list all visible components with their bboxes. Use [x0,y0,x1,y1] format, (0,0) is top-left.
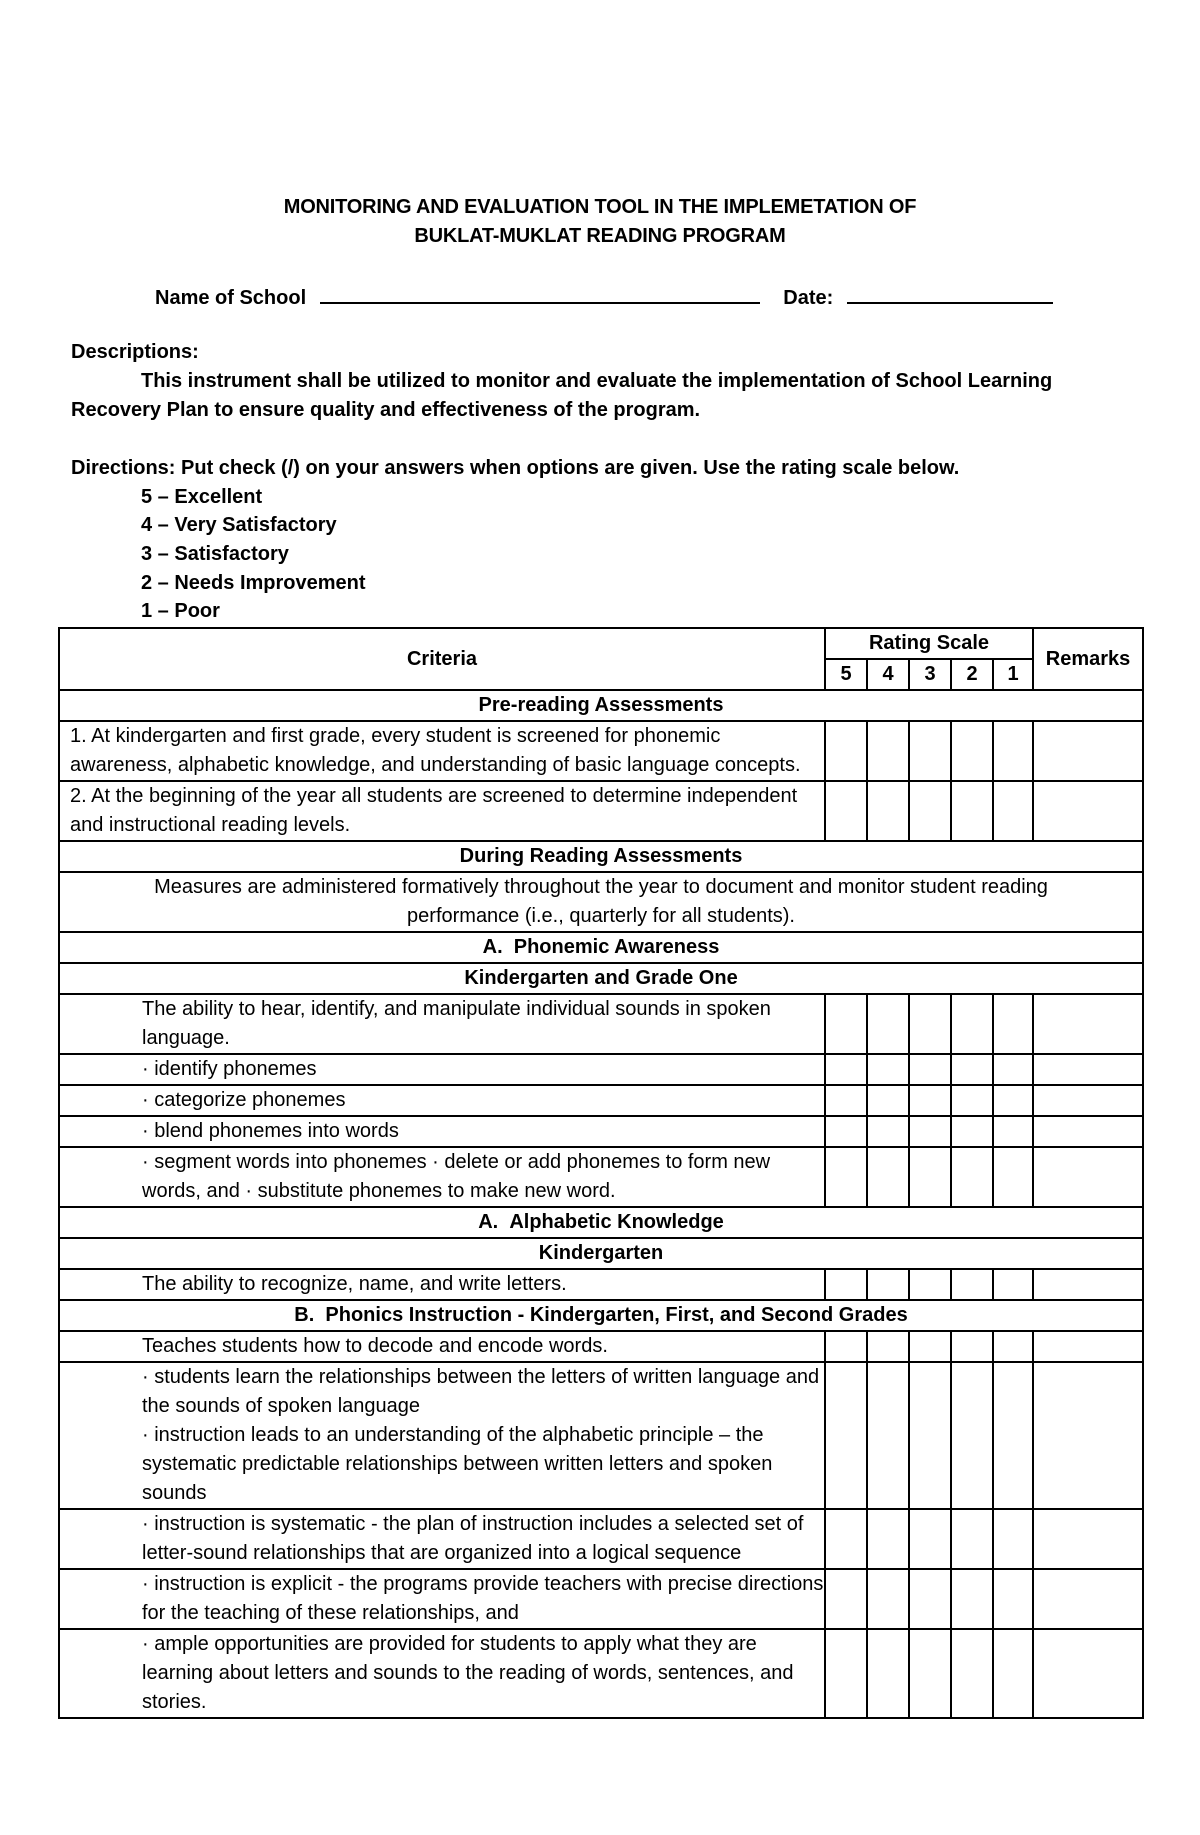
rating-cell-2[interactable] [951,1569,993,1629]
table-row [59,721,1143,781]
remarks-cell[interactable] [1033,1569,1143,1629]
subsection-kinder-grade-one: Kindergarten and Grade One [59,963,1143,994]
criterion-text: 2. At the beginning of the year all students are screened to determine independent and instructional reading levels. [59,781,825,841]
rating-cell-4[interactable] [867,1509,909,1569]
remarks-cell[interactable] [1033,781,1143,841]
rating-cell-1[interactable] [993,1569,1033,1629]
section-row [59,690,1143,721]
remarks-cell[interactable] [1033,1629,1143,1718]
rating-cell-1[interactable] [993,781,1033,841]
rating-cell-4[interactable] [867,781,909,841]
rating-cell-5[interactable] [825,1509,867,1569]
remarks-cell[interactable] [1033,1116,1143,1147]
rating-cell-4[interactable] [867,1147,909,1207]
note-row [59,872,1143,932]
rating-cell-1[interactable] [993,721,1033,781]
rating-cell-4[interactable] [867,994,909,1054]
rating-cell-4[interactable] [867,1269,909,1300]
rating-scale-header: Rating Scale [825,628,1033,659]
criterion-bullet: · instruction leads to an understanding of the alphabetic principle – the systematic predictable relationships between written letters and spoken sounds [142,1424,773,1504]
rating-cell-1[interactable] [993,1147,1033,1207]
rating-cell-5[interactable] [825,1629,867,1718]
criterion-text: · blend phonemes into words [59,1116,825,1147]
rating-cell-4[interactable] [867,721,909,781]
rating-cell-4[interactable] [867,1085,909,1116]
section-row [59,932,1143,963]
rating-cell-1[interactable] [993,1116,1033,1147]
table-row [59,1147,1143,1207]
rating-cell-3[interactable] [909,1116,951,1147]
rating-cell-3[interactable] [909,721,951,781]
criterion-text: Teaches students how to decode and encode words. [59,1331,825,1362]
rating-cell-1[interactable] [993,1629,1033,1718]
rating-cell-3[interactable] [909,1269,951,1300]
descriptions-line-1: This instrument shall be utilized to monitor and evaluate the implementation of School Learning [141,370,1053,392]
section-row [59,841,1143,872]
remarks-cell[interactable] [1033,721,1143,781]
rating-cell-4[interactable] [867,1054,909,1085]
scale-item-2: 2 – Needs Improvement [141,572,366,594]
section-alphabetic-knowledge: A. Alphabetic Knowledge [59,1207,1143,1238]
rating-cell-3[interactable] [909,1331,951,1362]
remarks-cell[interactable] [1033,1331,1143,1362]
rating-cell-2[interactable] [951,1116,993,1147]
remarks-cell[interactable] [1033,1085,1143,1116]
rating-1-header: 1 [993,659,1033,690]
rubric-table [58,627,1144,1719]
table-row [59,1085,1143,1116]
rating-cell-5[interactable] [825,1054,867,1085]
scale-item-1: 1 – Poor [141,600,220,622]
rating-cell-3[interactable] [909,1085,951,1116]
scale-item-3: 3 – Satisfactory [141,543,289,565]
criterion-bullet: · students learn the relationships between the letters of written language and the sounds of spoken language [142,1366,820,1417]
descriptions-heading: Descriptions: [71,341,199,363]
criterion-text: · ample opportunities are provided for students to apply what they are learning about letters and sounds to the reading of words, sentences, and stories. [59,1629,825,1718]
rating-cell-2[interactable] [951,1509,993,1569]
scale-item-4: 4 – Very Satisfactory [141,514,337,536]
rating-cell-2[interactable] [951,721,993,781]
school-field-row [155,284,1053,310]
header-row-1 [59,628,1143,659]
rating-cell-5[interactable] [825,721,867,781]
rating-cell-5[interactable] [825,781,867,841]
rating-cell-2[interactable] [951,1085,993,1116]
section-row [59,1207,1143,1238]
criterion-text [59,1362,825,1509]
rating-cell-4[interactable] [867,1629,909,1718]
directions-text: Directions: Put check (/) on your answers when options are given. Use the rating scale below. [71,457,960,479]
during-reading-note: Measures are administered formatively throughout the year to document and monitor student reading performance (i.e., quarterly for all students). [59,872,1143,932]
rating-cell-2[interactable] [951,1629,993,1718]
criterion-text: · identify phonemes [59,1054,825,1085]
rating-cell-5[interactable] [825,1331,867,1362]
table-row [59,994,1143,1054]
rating-cell-3[interactable] [909,1362,951,1509]
table-row [59,1269,1143,1300]
rating-cell-5[interactable] [825,1116,867,1147]
date-label: Date: [783,287,834,309]
section-row [59,1300,1143,1331]
remarks-cell[interactable] [1033,1362,1143,1509]
table-row [59,1629,1143,1718]
school-label: Name of School [155,287,307,309]
rating-cell-2[interactable] [951,1054,993,1085]
rating-cell-4[interactable] [867,1331,909,1362]
rating-cell-2[interactable] [951,994,993,1054]
table-row [59,1569,1143,1629]
form-title-line-2: BUKLAT-MUKLAT READING PROGRAM [414,225,786,247]
subsection-row [59,1238,1143,1269]
remarks-cell[interactable] [1033,994,1143,1054]
rating-cell-3[interactable] [909,1147,951,1207]
subsection-kindergarten: Kindergarten [59,1238,1143,1269]
descriptions-line-2: Recovery Plan to ensure quality and effectiveness of the program. [71,399,701,421]
subsection-row [59,963,1143,994]
rating-cell-1[interactable] [993,994,1033,1054]
remarks-cell[interactable] [1033,1054,1143,1085]
table-row [59,781,1143,841]
criterion-text: · instruction is systematic - the plan of instruction includes a selected set of letter-sound relationships that are organized into a logical sequence [59,1509,825,1569]
rating-cell-3[interactable] [909,994,951,1054]
rating-cell-5[interactable] [825,1085,867,1116]
rating-cell-5[interactable] [825,1269,867,1300]
criterion-text: The ability to hear, identify, and manipulate individual sounds in spoken language. [59,994,825,1054]
rating-cell-2[interactable] [951,1331,993,1362]
rating-cell-3[interactable] [909,781,951,841]
rating-cell-4[interactable] [867,1116,909,1147]
section-during-reading: During Reading Assessments [59,841,1143,872]
criterion-text: · segment words into phonemes · delete or add phonemes to form new words, and · substitute phonemes to make new word. [59,1147,825,1207]
table-row [59,1509,1143,1569]
rating-4-header: 4 [867,659,909,690]
rating-2-header: 2 [951,659,993,690]
criterion-text: 1. At kindergarten and first grade, every student is screened for phonemic awareness, alphabetic knowledge, and understanding of basic language concepts. [59,721,825,781]
rating-cell-2[interactable] [951,1147,993,1207]
remarks-cell[interactable] [1033,1269,1143,1300]
rating-cell-5[interactable] [825,1147,867,1207]
section-pre-reading: Pre-reading Assessments [59,690,1143,721]
rating-cell-2[interactable] [951,1269,993,1300]
rating-3-header: 3 [909,659,951,690]
scale-item-5: 5 – Excellent [141,486,263,508]
rating-cell-1[interactable] [993,1331,1033,1362]
rating-cell-3[interactable] [909,1629,951,1718]
rating-cell-1[interactable] [993,1054,1033,1085]
rating-cell-3[interactable] [909,1054,951,1085]
school-name-input[interactable] [320,284,760,304]
remarks-cell[interactable] [1033,1147,1143,1207]
rating-cell-1[interactable] [993,1085,1033,1116]
form-title-line-1: MONITORING AND EVALUATION TOOL IN THE IMPLEMETATION OF [283,196,917,218]
table-row [59,1362,1143,1509]
rating-cell-3[interactable] [909,1509,951,1569]
remarks-header: Remarks [1033,628,1143,690]
rating-cell-5[interactable] [825,1569,867,1629]
remarks-cell[interactable] [1033,1509,1143,1569]
section-phonics-instruction: B. Phonics Instruction - Kindergarten, First, and Second Grades [59,1300,1143,1331]
rating-cell-1[interactable] [993,1269,1033,1300]
rating-cell-2[interactable] [951,781,993,841]
rating-cell-2[interactable] [951,1362,993,1509]
table-row [59,1054,1143,1085]
criterion-text: · instruction is explicit - the programs provide teachers with precise directions for the teaching of these relationships, and [59,1569,825,1629]
rating-cell-5[interactable] [825,994,867,1054]
rating-cell-4[interactable] [867,1362,909,1509]
rating-cell-3[interactable] [909,1569,951,1629]
rating-cell-1[interactable] [993,1362,1033,1509]
rating-5-header: 5 [825,659,867,690]
table-row [59,1116,1143,1147]
section-phonemic-awareness: A. Phonemic Awareness [59,932,1143,963]
rating-cell-1[interactable] [993,1509,1033,1569]
criteria-header: Criteria [59,628,825,690]
table-row [59,1331,1143,1362]
date-input[interactable] [847,284,1053,304]
criterion-text: · categorize phonemes [59,1085,825,1116]
rating-cell-4[interactable] [867,1569,909,1629]
rating-cell-5[interactable] [825,1362,867,1509]
criterion-text: The ability to recognize, name, and write letters. [59,1269,825,1300]
